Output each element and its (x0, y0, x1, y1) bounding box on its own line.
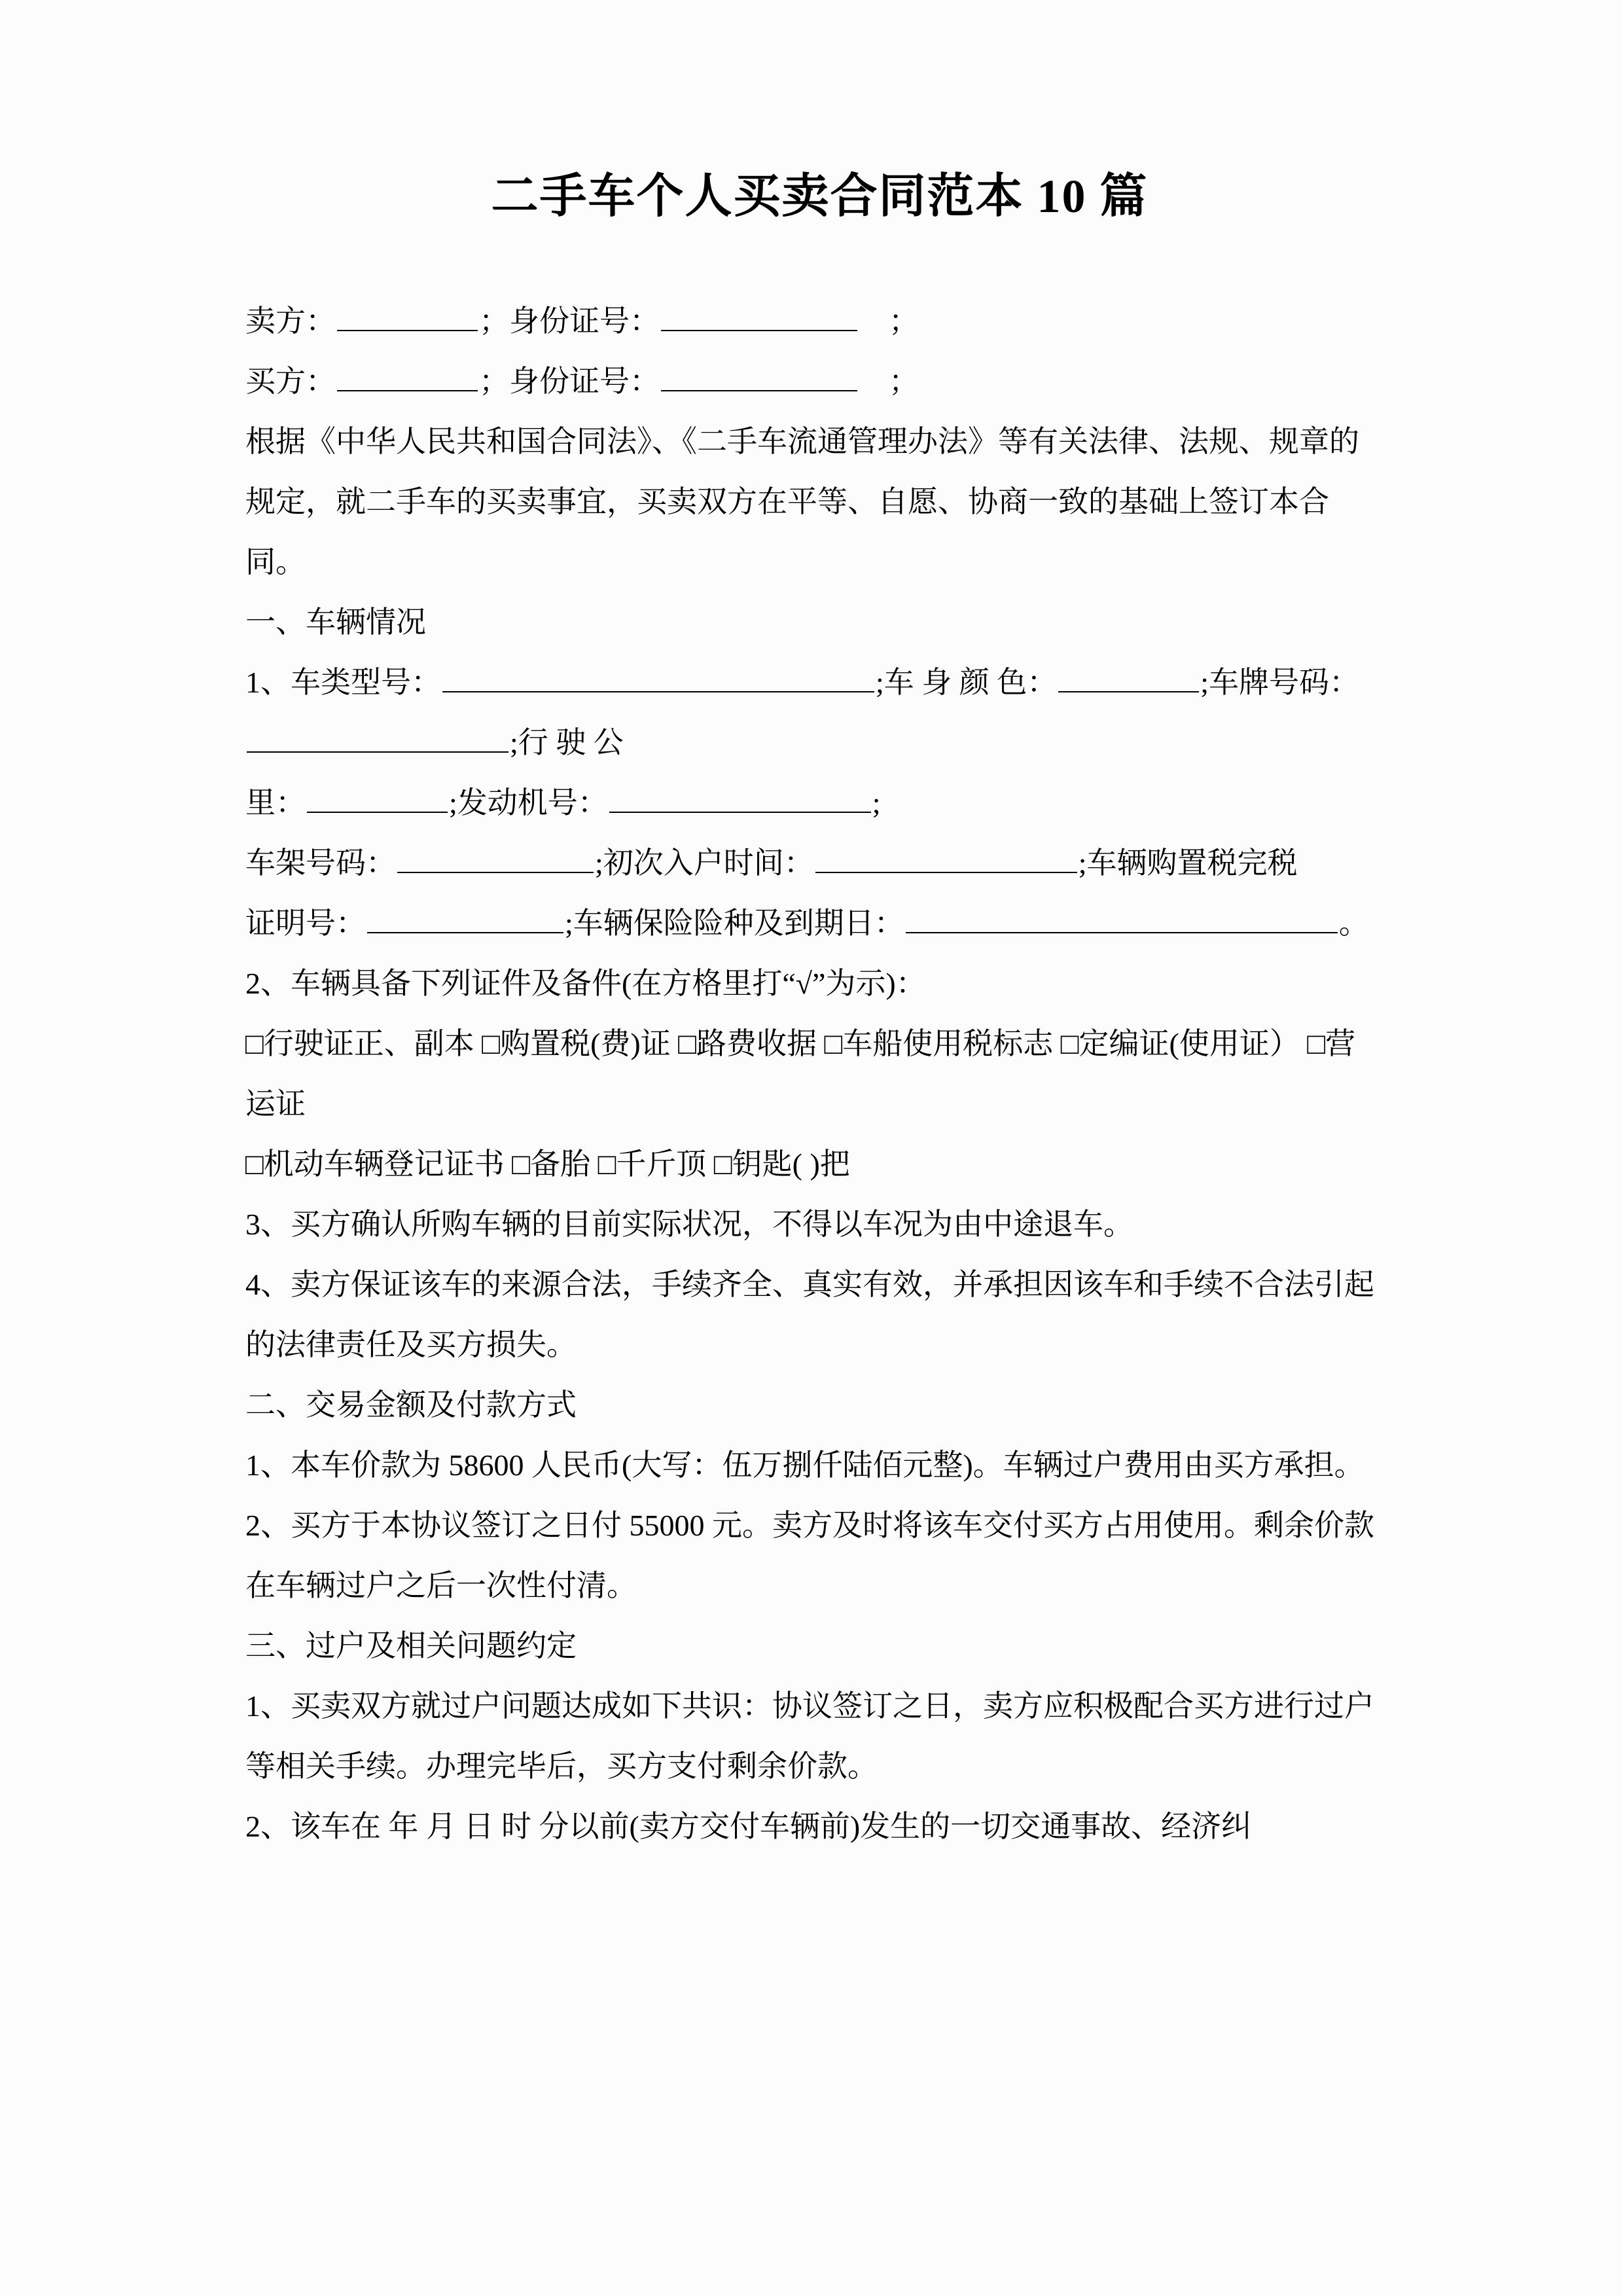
seller-name-blank[interactable] (337, 305, 478, 331)
vehicle-line2-tail: ; (872, 786, 881, 819)
engine-number-blank[interactable] (609, 787, 871, 813)
vehicle-model-label: 1、车类型号： (245, 666, 441, 699)
vehicle-info-line-3 (245, 833, 1381, 893)
vehicle-plate-blank[interactable] (247, 726, 508, 753)
buyer-line (245, 351, 1381, 412)
buyer-name-blank[interactable] (337, 365, 478, 391)
section-heading-transfer: 三、过户及相关问题约定 (245, 1629, 577, 1662)
section-heading-payment: 二、交易金额及付款方式 (245, 1388, 577, 1422)
vin-label: 车架号码： (245, 846, 396, 880)
documents-checkbox-line-2[interactable]: □机动车辆登记证书 □备胎 □千斤顶 □钥匙( )把 (245, 1147, 850, 1181)
documents-clause-intro: 2、车辆具备下列证件及备件(在方格里打“√”为示)： (245, 967, 926, 1000)
seller-line (245, 291, 1381, 351)
first-registration-label: ;初次入户时间： (595, 846, 814, 880)
buyer-line-tail: ； (889, 365, 919, 398)
vehicle-line4-tail: 。 (1338, 906, 1369, 940)
transfer-clause-1: 1、买卖双方就过户问题达成如下共识：协议签订之日，卖方应积极配合买方进行过户等相关手续。办理完毕后，买方支付剩余价款。 (245, 1689, 1374, 1783)
vehicle-color-blank[interactable] (1058, 666, 1199, 692)
page-title: 二手车个人买卖合同范本 10 篇 (491, 170, 1149, 223)
documents-checkbox-line-1[interactable]: □行驶证正、副本 □购置税(费)证 □路费收据 □车船使用税标志 □定编证(使用证） □营运证 (245, 1027, 1356, 1121)
engine-number-label: ;发动机号： (449, 786, 608, 819)
vehicle-model-blank[interactable] (442, 666, 874, 692)
vehicle-plate-label: ;车牌号码： (1200, 666, 1360, 699)
purchase-tax-cert-label: 证明号： (245, 906, 366, 940)
insurance-blank[interactable] (906, 907, 1338, 933)
vehicle-mileage-label-part2: 里： (245, 786, 306, 819)
vehicle-info-line-4 (245, 893, 1381, 954)
buyer-label: 买方： (245, 365, 336, 398)
seller-line-tail: ； (889, 304, 919, 338)
vehicle-mileage-label-part1: ;行 驶 公 (510, 726, 624, 759)
vehicle-info-line-1 (245, 653, 1381, 773)
vin-blank[interactable] (397, 847, 594, 873)
insurance-label: ;车辆保险险种及到期日： (565, 906, 904, 940)
purchase-tax-cert-blank[interactable] (367, 907, 563, 933)
preamble-paragraph: 根据《中华人民共和国合同法》、《二手车流通管理办法》等有关法律、法规、规章的规定，就二手车的买卖事宜，买卖双方在平等、自愿、协商一致的基础上签订本合同。 (245, 425, 1359, 579)
vehicle-color-label: ;车 身 颜 色： (876, 666, 1058, 699)
buyer-id-label: ；身份证号： (479, 365, 660, 398)
vehicle-clause-4: 4、卖方保证该车的来源合法，手续齐全、真实有效，并承担因该车和手续不合法引起的法律责任及买方损失。 (245, 1268, 1374, 1361)
vehicle-clause-3: 3、买方确认所购车辆的目前实际状况，不得以车况为由中途退车。 (245, 1208, 1133, 1241)
purchase-tax-label-part1: ;车辆购置税完税 (1078, 846, 1298, 880)
payment-clause-2: 2、买方于本协议签订之日付 55000 元。卖方及时将该车交付买方占用使用。剩余价款在车辆过户之后一次性付清。 (245, 1509, 1374, 1602)
buyer-id-blank[interactable] (661, 365, 857, 391)
vehicle-info-line-2 (245, 773, 1381, 833)
payment-clause-1: 1、本车价款为 58600 人民币(大写：伍万捌仟陆佰元整)。车辆过户费用由买方承担。 (245, 1448, 1364, 1482)
section-heading-vehicle: 一、车辆情况 (245, 605, 426, 639)
transfer-clause-2: 2、该车在 年 月 日 时 分以前(卖方交付车辆前)发生的一切交通事故、经济纠 (245, 1810, 1252, 1843)
first-registration-blank[interactable] (815, 847, 1077, 873)
seller-id-label: ；身份证号： (479, 304, 660, 338)
seller-label: 卖方： (245, 304, 336, 338)
document-body (245, 167, 1381, 1857)
vehicle-mileage-blank[interactable] (307, 787, 448, 813)
seller-id-blank[interactable] (661, 305, 857, 331)
